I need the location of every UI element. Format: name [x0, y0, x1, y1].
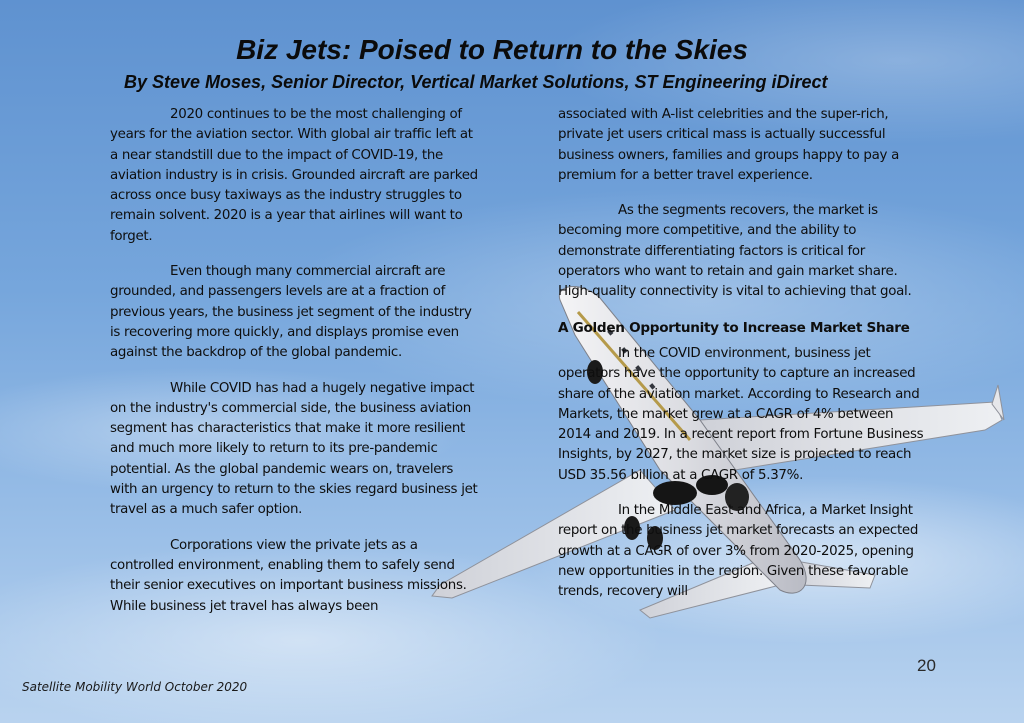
paragraph-2: Even though many commercial aircraft are grounded, and passengers levels are at a fraction of previous years, the business jet segment of the industry is recovering more quickly, and displays promise even against the backdrop of the global pandemic.	[110, 264, 472, 361]
publication-footer: Satellite Mobility World October 2020	[22, 680, 248, 694]
section-subheading: A Golden Opportunity to Increase Market Share	[558, 319, 910, 336]
paragraph-3: While COVID has had a hugely negative impact on the industry's commercial side, the business aviation segment has characteristics that make it more resilient and much more likely to return to its pre-pandemic potential. As the global pandemic wears on, travelers with an urgency to return to the skies regard business jet travel as a much safer option.	[110, 380, 478, 518]
paragraph-4: Corporations view the private jets as a controlled environment, enabling them to safely send their senior executives on important business missions. While business jet travel has always been	[110, 537, 467, 614]
paragraph-6: As the segments recovers, the market is becoming more competitive, and the ability to demonstrate differentiating factors is critical for operators who want to retain and gain market share. High-quality connectivity is vital to achieving that goal.	[558, 203, 912, 300]
paragraph-7: In the COVID environment, business jet operators have the opportunity to capture an increased share of the aviation market. According to Research and Markets, the market grew at a CAGR of 4% between 2014 and 2019. In a recent report from Fortune Business Insights, by 2027, the market size is projected to reach USD 35.56 billion at a CAGR of 5.37%.	[558, 345, 924, 483]
paragraph-1: 2020 continues to be the most challenging of years for the aviation sector. With global air traffic left at a near standstill due to the impact of COVID-19, the aviation industry is in crisis. Grounded aircraft are parked across once busy taxiways as the industry struggles to remain solvent. 2020 is a year that airlines will want to forget.	[110, 107, 478, 244]
article-byline: By Steve Moses, Senior Director, Vertical Market Solutions, ST Engineering iDirect	[124, 72, 828, 92]
paragraph-5: associated with A-list celebrities and the super-rich, private jet users critical mass is actually successful business owners, families and groups happy to pay a premium for a better travel experience.	[558, 107, 900, 183]
page-number: 20	[917, 656, 936, 675]
article-title: Biz Jets: Poised to Return to the Skies	[236, 34, 748, 65]
left-column	[110, 105, 482, 617]
right-column	[558, 105, 926, 603]
paragraph-8: In the Middle East and Africa, a Market Insight report on the business jet market forecasts an expected growth at a CAGR of over 3% from 2020-2025, opening new opportunities in the region. Given these favorable trends, recovery will	[558, 503, 919, 600]
